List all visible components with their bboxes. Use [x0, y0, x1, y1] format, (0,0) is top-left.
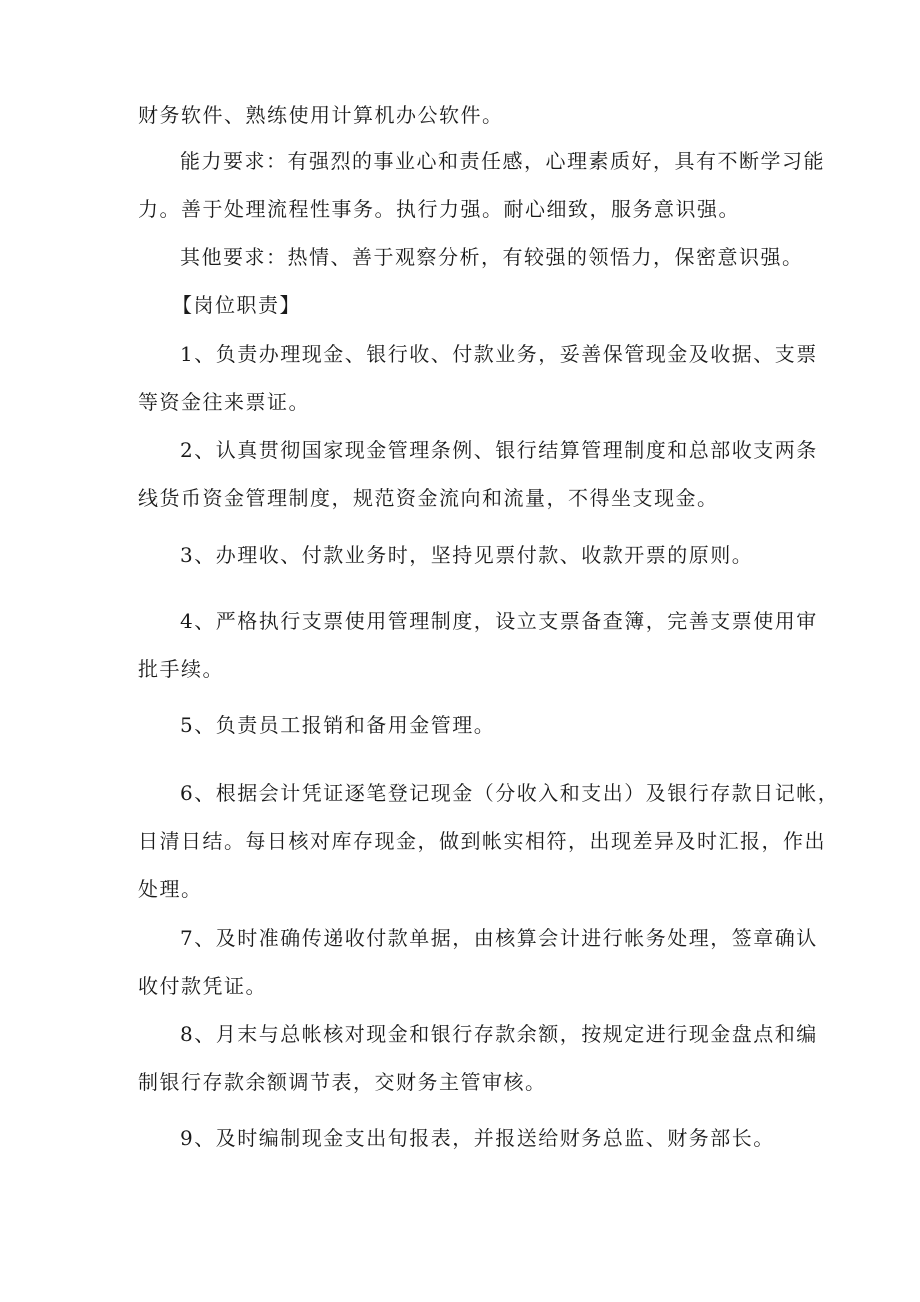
text-line-15: 日清日结。每日核对库存现金，做到帐实相符，出现差异及时汇报，作出 [138, 829, 826, 853]
text-line-10: 3、办理收、付款业务时，坚持见票付款、收款开票的原则。 [180, 543, 754, 567]
text-line-20: 制银行存款余额调节表，交财务主管审核。 [138, 1070, 547, 1094]
text-line-19: 8、月末与总帐核对现金和银行存款余额，按规定进行现金盘点和编 [180, 1022, 818, 1046]
text-line-12: 批手续。 [138, 657, 224, 681]
text-line-8: 2、认真贯彻国家现金管理条例、银行结算管理制度和总部收支两条 [180, 438, 818, 462]
text-line-16: 处理。 [138, 877, 203, 901]
text-line-2: 能力要求：有强烈的事业心和责任感，心理素质好，具有不断学习能 [180, 149, 825, 173]
section-heading: 【岗位职责】 [172, 293, 301, 317]
text-line-18: 收付款凭证。 [138, 974, 267, 998]
text-line-13: 5、负责员工报销和备用金管理。 [180, 713, 496, 737]
text-line-17: 7、及时准确传递收付款单据，由核算会计进行帐务处理，签章确认 [180, 926, 818, 950]
text-line-9: 线货币资金管理制度，规范资金流向和流量，不得坐支现金。 [138, 486, 719, 510]
text-line-14: 6、根据会计凭证逐笔登记现金（分收入和支出）及银行存款日记帐， [180, 781, 840, 805]
text-line-4: 其他要求：热情、善于观察分析，有较强的领悟力，保密意识强。 [180, 245, 804, 269]
text-line-6: 1、负责办理现金、银行收、付款业务，妥善保管现金及收据、支票 [180, 342, 818, 366]
text-line-7: 等资金往来票证。 [138, 390, 310, 414]
text-line-1: 财务软件、熟练使用计算机办公软件。 [138, 103, 504, 127]
text-line-11: 4、严格执行支票使用管理制度，设立支票备查簿，完善支票使用审 [180, 609, 818, 633]
text-line-3: 力。善于处理流程性事务。执行力强。耐心细致，服务意识强。 [138, 197, 740, 221]
text-line-21: 9、及时编制现金支出旬报表，并报送给财务总监、财务部长。 [180, 1126, 775, 1150]
